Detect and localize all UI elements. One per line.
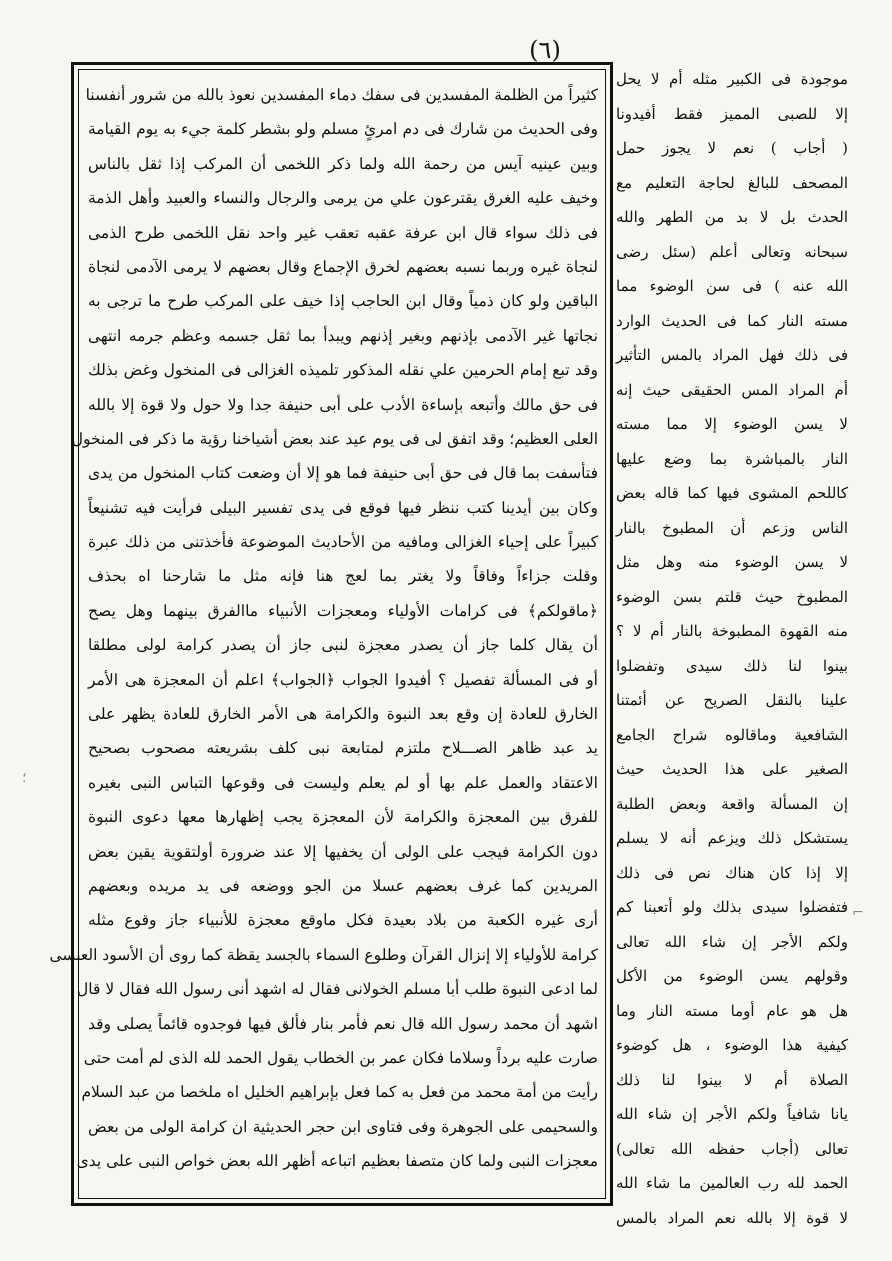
main-text-line: المريدين كما غرف بعضهم عسلا من الجو ووضعه فى يد مريده وبعضهم bbox=[88, 876, 598, 895]
side-text-line: فى ذلك فهل المراد بالمس التأثير bbox=[616, 346, 848, 364]
side-text-line: أم المراد المس الحقيقى حيث إنه bbox=[616, 380, 848, 399]
main-text-line: فى ذلك سواء قال ابن عرفة عقبه تعقب غير واحد نقل اللخمى طرح الذمى bbox=[88, 223, 598, 242]
side-text-line: الله عنه ) فى سن الوضوء مما bbox=[616, 277, 848, 295]
main-text-line: ﴿ماقولكم﴾ فى كرامات الأولياء ومعجزات الأنبياء ماالفرق بينهما وهل يصح bbox=[88, 601, 598, 620]
side-text-line: ( أجاب ) نعم لا يجوز حمل bbox=[616, 139, 848, 157]
side-text-line: تعالى (أجاب حفظه الله تعالى) bbox=[616, 1139, 848, 1158]
main-text-line: الاعتقاد والعمل علم بها أو لم يعلم وليست فى وقوعها التباس النبى بغيره bbox=[88, 773, 598, 792]
main-text-line: دون الكرامة فيجب على الولى أن يخفيها إلا عند ضرورة أولتقوية يقين بعض bbox=[88, 842, 598, 861]
main-text-line: يد عبد ظاهر الصـــلاح ملتزم لمتابعة نبى كلف بشريعته مصحوب بصحيح bbox=[88, 739, 598, 758]
side-text-line: لا يسن الوضوء منه وهل مثل bbox=[616, 553, 848, 571]
side-text-line: لا قوة إلا بالله نعم المراد بالمس bbox=[616, 1208, 848, 1227]
main-text-line: وقلت جزاءاً وفاقاً ولا يغتر بما لعج هنا فإنه مثل ما شارحنا اه بحذف bbox=[88, 567, 598, 586]
main-text-line: كرامة للأولياء إلا إنزال القرآن وطلوع السماء بالجسد يقظة كما روى أن الأسود العنسى bbox=[49, 945, 598, 964]
scan-mark: ⌐ bbox=[852, 905, 864, 921]
main-text-line: العلى العظيم؛ وقد اتفق لى فى يوم عيد عند بعض أشياخنا رؤية ما ذكر فى المنخول bbox=[71, 429, 598, 448]
side-text-line: المطبوخ حيث قلتم بسن الوضوء bbox=[616, 587, 848, 606]
side-text-line: المصحف للبالغ لحاجة التعليم مع bbox=[616, 173, 848, 192]
side-text-line: هل هو عام أوما مسته النار وما bbox=[616, 1001, 848, 1020]
side-text-line: كيفية هذا الوضوء ، هل كوضوء bbox=[616, 1036, 848, 1054]
main-text-line: لما ادعى النبوة طلب أبا مسلم الخولانى فقال له اشهد أنى رسول الله فقال لا قال bbox=[77, 980, 598, 999]
side-text-line: إلا للصبى المميز فقط أفيدونا bbox=[616, 104, 848, 123]
side-text-line: منه القهوة المطبوخة بالنار أم لا ؟ bbox=[616, 622, 848, 640]
side-text-line: إن المسألة واقعة وبعض الطلبة bbox=[616, 794, 848, 813]
main-text-line: وبين عينيه آيس من رحمة الله ولما ذكر اللخمى أن المركب إذا ثقل بالناس bbox=[88, 154, 598, 173]
main-text-line: اشهد أن محمد رسول الله قال نعم فأمر بنار فألق فيها فوجدوه قائماً يصلى وقد bbox=[88, 1014, 598, 1033]
side-text-line: سبحانه وتعالى أعلم (سئل رضى bbox=[616, 242, 848, 261]
main-text-column bbox=[49, 78, 598, 1193]
main-text-line: أن يقال كلما جاز أن يصدر معجزة لنبى جاز أن يصدر كرامة لولى مطلقا bbox=[88, 636, 598, 655]
side-text-column bbox=[616, 62, 848, 1227]
main-text-line: أو فى المسألة تفصيل ؟ أفيدوا الجواب ﴿الجواب﴾ اعلم أن المعجزة هى الأمر bbox=[88, 670, 598, 689]
main-text-line: معجزات النبى ولما كان متصفا بعظيم اتباعه أظهر الله بعض خواص النبى على يدى bbox=[76, 1152, 598, 1171]
side-text-line: يستشكل ذلك ويزعم أنه لا يسلم bbox=[616, 829, 848, 847]
side-text-line: مسته النار كما فى الحديث الوارد bbox=[616, 311, 848, 330]
main-text-line: لنجاة غيره وربما نسبه بعضهم لخرق الإجماع وقال بعضهم لا يرمى الآدمى لنجاة bbox=[88, 257, 598, 276]
side-text-line: الحمد لله رب العالمين ما شاء الله bbox=[616, 1174, 848, 1192]
main-text-line: الخارق للعادة إن وقع بعد النبوة والكرامة هى الأمر الخارق للعادة يظهر على bbox=[88, 705, 598, 724]
main-text-line: أرى غيره الكعبة من بلاد بعيدة فكل ماوقع معجزة للأنبياء جاز وقوع مثله bbox=[88, 911, 598, 930]
side-text-line: الصغير على هذا الحديث حيث bbox=[616, 760, 848, 778]
side-text-line: موجودة فى الكبير مثله أم لا يحل bbox=[616, 70, 848, 88]
main-text-line: وفى الحديث من شارك فى دم امرئٍ مسلم ولو بشطر كلمة جيء به يوم القيامة bbox=[88, 120, 598, 139]
side-text-line: الشافعية وماقالوه شراح الجامع bbox=[616, 725, 848, 744]
main-text-line: كبيراً على إحياء الغزالى ومافيه من الأحاديث الموضوعة فأخذتنى من ذلك عبرة bbox=[88, 533, 598, 552]
side-text-line: لا يسن الوضوء إلا مما مسته bbox=[616, 415, 848, 433]
side-text-line: علينا بالنقل الصريح عن أئمتنا bbox=[616, 691, 848, 709]
main-text-line: وخيف عليه الغرق يقترعون علي من يرمى والرجال والنساء والعبيد وأهل الذمة bbox=[88, 189, 598, 208]
main-text-line: فى حق مالك وأتبعه بإساءة الأدب على أبى حنيفة جدا ولا حول ولا قوة إلا بالله bbox=[88, 395, 598, 414]
page-number: (٦) bbox=[529, 36, 561, 64]
side-text-line: الناس وزعم أن المطبوخ بالنار bbox=[616, 518, 848, 537]
side-text-line: إلا إذا كان هناك نص فى ذلك bbox=[616, 863, 848, 882]
side-text-line: الصلاة أم لا بينوا لنا ذلك bbox=[616, 1070, 848, 1089]
main-text-line: وكان بين أيدينا كتب ننظر فيها فوقع فى يدى تفسير البيلى فرأيت فيه تشنيعاً bbox=[88, 498, 598, 517]
main-text-line: والسحيمى على الجوهرة وفى فتاوى ابن حجر الحديثية ان كرامة الولى من بعض bbox=[88, 1117, 598, 1136]
scan-mark: ؛ bbox=[22, 770, 27, 786]
main-text-line: نجاتها غير الآدمى بإذنهم وبغير إذنهم ويبدأ بما ثقل جسمه وعظم جرمه انتهى bbox=[88, 326, 598, 345]
side-text-line: فتفضلوا سيدى بذلك ولو أتعبنا كم bbox=[616, 898, 848, 916]
side-text-line: يانا شافياً ولكم الأجر إن شاء الله bbox=[616, 1105, 848, 1123]
side-text-line: بينوا لنا ذلك سيدى وتفضلوا bbox=[616, 656, 848, 675]
main-text-line: فتأسفت بما قال فى حق أبى حنيفة فما هو إلا أن وضعت كتاب المنخول من يدى bbox=[88, 464, 598, 483]
main-text-line: الباقين ولو كان ذمياً وقال ابن الحاجب إذا خيف على المركب طرح ما ترجى به bbox=[88, 292, 598, 311]
side-text-line: كاللحم المشوى فيها كما قاله بعض bbox=[616, 484, 848, 502]
main-text-line: رأيت من أمة محمد من فعل به كما فعل بإبراهيم الخليل اه ملخصا من عبد السلام bbox=[81, 1083, 598, 1102]
main-text-line: للفرق بين المعجزة والكرامة لأن المعجزة يجب إظهارها معها دعوى النبوة bbox=[88, 808, 598, 827]
side-text-line: النار بالمباشرة بما وضع عليها bbox=[616, 449, 848, 468]
main-text-line: وقد تبع إمام الحرمين علي نقله المذكور تلميذه الغزالى فى المنخول وغض بذلك bbox=[88, 361, 598, 380]
side-text-line: وقولهم يسن الوضوء من الأكل bbox=[616, 967, 848, 985]
side-text-line: ولكم الأجر إن شاء الله تعالى bbox=[616, 932, 848, 951]
main-text-line: صارت عليه برداً وسلاما فكان عمر بن الخطاب يقول الحمد لله الذى لم أمت حتى bbox=[83, 1048, 598, 1067]
main-text-line: كثيراً من الظلمة المفسدين فى سفك دماء المفسدين نعوذ بالله من شرور أنفسنا bbox=[85, 86, 598, 104]
side-text-line: الحدث بل لا بد من الطهر والله bbox=[616, 208, 848, 226]
